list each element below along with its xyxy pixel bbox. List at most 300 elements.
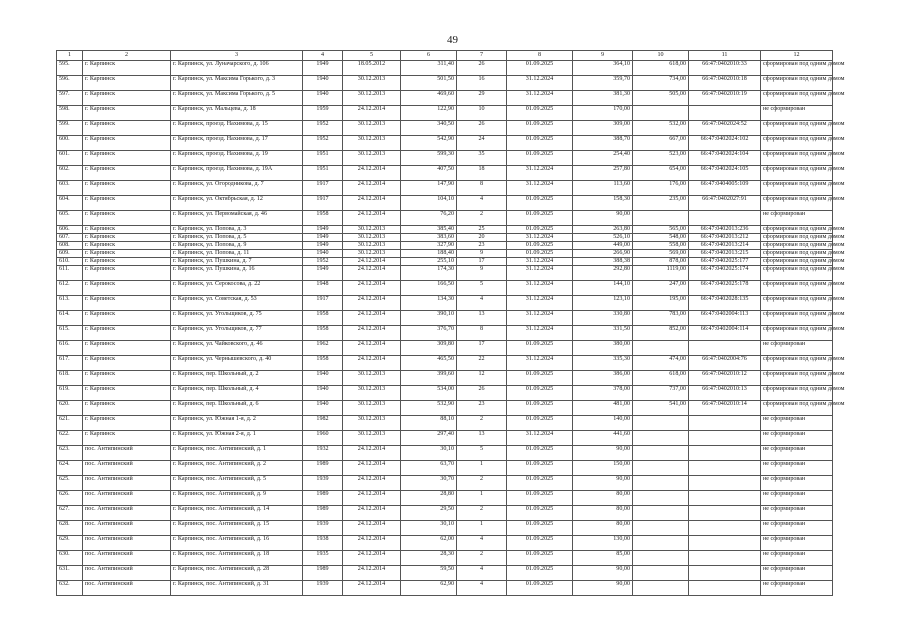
cell-cadastral-number — [689, 341, 761, 356]
cell-land-status: не сформирован — [761, 106, 833, 121]
cell-land-status: сформирован под одним домом — [761, 151, 833, 166]
cell-settlement: г. Карпинск — [83, 151, 171, 166]
table-row — [57, 281, 833, 296]
cell-area: 30,10 — [401, 521, 457, 536]
cell-land-area — [633, 566, 689, 581]
cell-address: г. Карпинск, ул. Максима Горького, д. 3 — [171, 76, 303, 91]
table-row — [57, 491, 833, 506]
cell-land-status: не сформирован — [761, 461, 833, 476]
cell-settlement: г. Карпинск — [83, 61, 171, 76]
cell-cost: 449,00 — [573, 242, 633, 250]
cell-row-number: 628. — [57, 521, 83, 536]
cell-residents: 2 — [457, 476, 507, 491]
cell-residents: 2 — [457, 506, 507, 521]
column-header-12: 12 — [761, 51, 833, 61]
cell-cost: 330,80 — [573, 311, 633, 326]
table-row — [57, 196, 833, 211]
cell-cadastral-number: 66:47:0402013:212 — [689, 234, 761, 242]
cell-address: г. Карпинск, ул. Луначарского, д. 106 — [171, 61, 303, 76]
cell-address: г. Карпинск, пос. Антипинский, д. 18 — [171, 551, 303, 566]
table-body — [57, 61, 845, 596]
cell-settlement: г. Карпинск — [83, 226, 171, 234]
cell-row-number: 610. — [57, 258, 83, 266]
cell-residents: 25 — [457, 226, 507, 234]
table-row — [57, 551, 833, 566]
cell-land-area — [633, 506, 689, 521]
cell-date: 24.12.2014 — [343, 476, 401, 491]
cell-deadline: 01.09.2025 — [507, 151, 573, 166]
table-row — [57, 311, 833, 326]
cell-residents: 22 — [457, 356, 507, 371]
cell-date: 24.12.2014 — [343, 211, 401, 226]
cell-year-built: 1989 — [303, 506, 343, 521]
cell-land-status: не сформирован — [761, 551, 833, 566]
cell-cadastral-number: 66:47:0402010:14 — [689, 401, 761, 416]
cell-row-number: 605. — [57, 211, 83, 226]
cell-row-number: 629. — [57, 536, 83, 551]
cell-settlement: г. Карпинск — [83, 91, 171, 106]
cell-cadastral-number — [689, 506, 761, 521]
cell-date: 24.12.2014 — [343, 536, 401, 551]
cell-land-area: 618,00 — [633, 61, 689, 76]
cell-date: 30.12.2013 — [343, 431, 401, 446]
cell-row-number: 617. — [57, 356, 83, 371]
cell-cadastral-number — [689, 461, 761, 476]
cell-cost: 386,00 — [573, 371, 633, 386]
cell-year-built: 1940 — [303, 76, 343, 91]
cell-year-built: 1932 — [303, 446, 343, 461]
cell-land-status: не сформирован — [761, 416, 833, 431]
cell-residents: 9 — [457, 250, 507, 258]
cell-deadline: 01.09.2025 — [507, 211, 573, 226]
cell-deadline: 01.09.2025 — [507, 476, 573, 491]
cell-land-area — [633, 106, 689, 121]
table-row — [57, 181, 833, 196]
cell-year-built: 1952 — [303, 121, 343, 136]
column-header-8: 8 — [507, 51, 573, 61]
cell-year-built: 1917 — [303, 196, 343, 211]
cell-date: 30.12.2013 — [343, 386, 401, 401]
table-header — [57, 51, 833, 61]
cell-address: г. Карпинск, ул. Попова, д. 5 — [171, 234, 303, 242]
cell-residents: 9 — [457, 266, 507, 281]
cell-date: 24.12.2014 — [343, 106, 401, 121]
cell-deadline: 01.09.2025 — [507, 341, 573, 356]
cell-cadastral-number — [689, 521, 761, 536]
cell-year-built: 1951 — [303, 166, 343, 181]
cell-deadline: 01.09.2025 — [507, 136, 573, 151]
cell-land-area — [633, 476, 689, 491]
cell-residents: 23 — [457, 401, 507, 416]
cell-land-area: 654,00 — [633, 166, 689, 181]
cell-year-built: 1948 — [303, 281, 343, 296]
cell-row-number: 630. — [57, 551, 83, 566]
cell-settlement: г. Карпинск — [83, 371, 171, 386]
cell-land-status: сформирован под одним домом — [761, 242, 833, 250]
column-header-7: 7 — [457, 51, 507, 61]
cell-area: 29,50 — [401, 506, 457, 521]
cell-settlement: пос. Антипинский — [83, 506, 171, 521]
cell-cadastral-number: 66:47:0402028:135 — [689, 296, 761, 311]
cell-address: г. Карпинск, ул. Попова, д. 9 — [171, 242, 303, 250]
cell-date: 30.12.2013 — [343, 226, 401, 234]
cell-area: 297,40 — [401, 431, 457, 446]
cell-row-number: 623. — [57, 446, 83, 461]
cell-land-status: не сформирован — [761, 431, 833, 446]
cell-date: 24.12.2014 — [343, 281, 401, 296]
cell-date: 24.12.2014 — [343, 461, 401, 476]
cell-land-area: 541,00 — [633, 401, 689, 416]
table-row — [57, 356, 833, 371]
cell-year-built: 1940 — [303, 386, 343, 401]
cell-land-area — [633, 431, 689, 446]
cell-date: 24.12.2014 — [343, 446, 401, 461]
cell-deadline: 31.12.2024 — [507, 166, 573, 181]
cell-land-area — [633, 446, 689, 461]
cell-land-area — [633, 581, 689, 596]
cell-land-status: сформирован под одним домом — [761, 356, 833, 371]
cell-address: г. Карпинск, пер. Школьный, д. 4 — [171, 386, 303, 401]
cell-land-area: 737,00 — [633, 386, 689, 401]
cell-cost: 481,00 — [573, 401, 633, 416]
cell-area: 63,70 — [401, 461, 457, 476]
cell-deadline: 01.09.2025 — [507, 581, 573, 596]
cell-year-built: 1940 — [303, 91, 343, 106]
cell-land-area: 734,00 — [633, 76, 689, 91]
cell-land-area: 852,00 — [633, 326, 689, 341]
cell-date: 24.12.2014 — [343, 506, 401, 521]
cell-cadastral-number — [689, 446, 761, 461]
cell-area: 390,10 — [401, 311, 457, 326]
cell-land-status: не сформирован — [761, 536, 833, 551]
cell-area: 311,40 — [401, 61, 457, 76]
cell-date: 24.12.2014 — [343, 266, 401, 281]
cell-date: 30.12.2013 — [343, 234, 401, 242]
cell-residents: 4 — [457, 566, 507, 581]
cell-cost: 150,00 — [573, 461, 633, 476]
cell-cost: 80,00 — [573, 521, 633, 536]
column-header-4: 4 — [303, 51, 343, 61]
cell-year-built: 1917 — [303, 296, 343, 311]
cell-cadastral-number: 66:47:0402025:178 — [689, 281, 761, 296]
cell-area: 407,50 — [401, 166, 457, 181]
cell-cost: 90,00 — [573, 566, 633, 581]
cell-row-number: 604. — [57, 196, 83, 211]
cell-cost: 123,10 — [573, 296, 633, 311]
cell-residents: 24 — [457, 136, 507, 151]
cell-area: 385,40 — [401, 226, 457, 234]
cell-area: 122,90 — [401, 106, 457, 121]
cell-residents: 26 — [457, 121, 507, 136]
cell-date: 24.12.2014 — [343, 356, 401, 371]
cell-land-area: 565,00 — [633, 226, 689, 234]
cell-deadline: 01.09.2025 — [507, 566, 573, 581]
cell-address: г. Карпинск, проезд. Нахимова, д. 15 — [171, 121, 303, 136]
cell-cost: 80,00 — [573, 506, 633, 521]
cell-land-area: 176,00 — [633, 181, 689, 196]
cell-land-area: 548,00 — [633, 234, 689, 242]
table-row — [57, 250, 833, 258]
cell-deadline: 01.09.2025 — [507, 226, 573, 234]
cell-cost: 380,00 — [573, 341, 633, 356]
cell-residents: 13 — [457, 311, 507, 326]
cell-row-number: 621. — [57, 416, 83, 431]
cell-address: г. Карпинск, ул. Южная 2-я, д. 1 — [171, 431, 303, 446]
cell-deadline: 01.09.2025 — [507, 242, 573, 250]
cell-year-built: 1935 — [303, 551, 343, 566]
cell-row-number: 620. — [57, 401, 83, 416]
cell-address: г. Карпинск, проезд. Нахимова, д. 19 — [171, 151, 303, 166]
cell-cost: 388,70 — [573, 136, 633, 151]
cell-cadastral-number: 66:47:0402025:177 — [689, 258, 761, 266]
cell-area: 166,50 — [401, 281, 457, 296]
cell-settlement: пос. Антипинский — [83, 566, 171, 581]
table-row — [57, 234, 833, 242]
cell-land-area: 618,00 — [633, 371, 689, 386]
cell-deadline: 01.09.2025 — [507, 386, 573, 401]
cell-area: 134,30 — [401, 296, 457, 311]
cell-cadastral-number: 66:47:0402024:104 — [689, 151, 761, 166]
cell-year-built: 1989 — [303, 491, 343, 506]
cell-cadastral-number — [689, 566, 761, 581]
cell-cost: 90,00 — [573, 476, 633, 491]
cell-settlement: г. Карпинск — [83, 106, 171, 121]
cell-row-number: 625. — [57, 476, 83, 491]
cell-cost: 381,30 — [573, 91, 633, 106]
cell-row-number: 607. — [57, 234, 83, 242]
table-row — [57, 461, 833, 476]
cell-land-area: 569,00 — [633, 250, 689, 258]
table-row — [57, 242, 833, 250]
cell-settlement: г. Карпинск — [83, 242, 171, 250]
cell-year-built: 1951 — [303, 151, 343, 166]
cell-address: г. Карпинск, ул. Угольщиков, д. 75 — [171, 311, 303, 326]
cell-cost: 359,70 — [573, 76, 633, 91]
cell-address: г. Карпинск, ул. Чернышевского, д. 40 — [171, 356, 303, 371]
cell-address: г. Карпинск, пос. Антипинский, д. 2 — [171, 461, 303, 476]
cell-cadastral-number: 66:47:0402010:12 — [689, 371, 761, 386]
cell-address: г. Карпинск, пос. Антипинский, д. 9 — [171, 491, 303, 506]
cell-year-built: 1952 — [303, 258, 343, 266]
cell-cost: 170,00 — [573, 106, 633, 121]
table-row — [57, 258, 833, 266]
cell-address: г. Карпинск, ул. Советская, д. 53 — [171, 296, 303, 311]
cell-deadline: 31.12.2024 — [507, 311, 573, 326]
cell-cost: 364,10 — [573, 61, 633, 76]
table-row — [57, 151, 833, 166]
cell-year-built: 1949 — [303, 226, 343, 234]
cell-deadline: 01.09.2025 — [507, 491, 573, 506]
cell-land-status: не сформирован — [761, 566, 833, 581]
cell-settlement: г. Карпинск — [83, 250, 171, 258]
cell-date: 24.12.2014 — [343, 166, 401, 181]
cell-cadastral-number: 66:47:0404005:109 — [689, 181, 761, 196]
column-header-1: 1 — [57, 51, 83, 61]
cell-land-area: 532,00 — [633, 121, 689, 136]
cell-settlement: г. Карпинск — [83, 326, 171, 341]
cell-settlement: пос. Антипинский — [83, 536, 171, 551]
cell-cadastral-number — [689, 416, 761, 431]
cell-cadastral-number: 66:47:0402027:91 — [689, 196, 761, 211]
cell-deadline: 31.12.2024 — [507, 91, 573, 106]
cell-land-area: 667,00 — [633, 136, 689, 151]
cell-address: г. Карпинск, ул. Угольщиков, д. 77 — [171, 326, 303, 341]
cell-cost: 266,90 — [573, 250, 633, 258]
cell-deadline: 31.12.2024 — [507, 234, 573, 242]
cell-cost: 254,40 — [573, 151, 633, 166]
cell-land-status: сформирован под одним домом — [761, 371, 833, 386]
cell-year-built: 1949 — [303, 242, 343, 250]
cell-date: 30.12.2013 — [343, 91, 401, 106]
cell-settlement: г. Карпинск — [83, 76, 171, 91]
cell-address: г. Карпинск, пос. Антипинский, д. 31 — [171, 581, 303, 596]
cell-land-area: 558,00 — [633, 242, 689, 250]
cell-year-built: 1940 — [303, 401, 343, 416]
cell-cadastral-number: 66:47:0402004:114 — [689, 326, 761, 341]
cell-cost: 526,10 — [573, 234, 633, 242]
cell-area: 399,60 — [401, 371, 457, 386]
cell-settlement: г. Карпинск — [83, 166, 171, 181]
cell-row-number: 616. — [57, 341, 83, 356]
cell-residents: 2 — [457, 211, 507, 226]
cell-area: 501,50 — [401, 76, 457, 91]
cell-date: 24.12.2014 — [343, 296, 401, 311]
cell-year-built: 1939 — [303, 581, 343, 596]
cell-land-status: не сформирован — [761, 341, 833, 356]
cell-row-number: 622. — [57, 431, 83, 446]
cell-row-number: 595. — [57, 61, 83, 76]
cell-settlement: г. Карпинск — [83, 356, 171, 371]
cell-residents: 35 — [457, 151, 507, 166]
cell-settlement: г. Карпинск — [83, 136, 171, 151]
cell-deadline: 31.12.2024 — [507, 326, 573, 341]
cell-deadline: 01.09.2025 — [507, 401, 573, 416]
cell-area: 188,40 — [401, 250, 457, 258]
cell-cost: 331,50 — [573, 326, 633, 341]
cell-residents: 1 — [457, 491, 507, 506]
cell-address: г. Карпинск, пос. Антипинский, д. 5 — [171, 476, 303, 491]
cell-residents: 17 — [457, 258, 507, 266]
table-row — [57, 506, 833, 521]
cell-date: 24.12.2014 — [343, 196, 401, 211]
cell-cost: 140,00 — [573, 416, 633, 431]
cell-date: 24.12.2014 — [343, 491, 401, 506]
cell-land-area: 247,00 — [633, 281, 689, 296]
cell-land-status: сформирован под одним домом — [761, 281, 833, 296]
cell-land-area: 1119,00 — [633, 266, 689, 281]
cell-row-number: 612. — [57, 281, 83, 296]
cell-row-number: 608. — [57, 242, 83, 250]
cell-date: 30.12.2013 — [343, 371, 401, 386]
cell-address: г. Карпинск, пос. Антипинский, д. 14 — [171, 506, 303, 521]
cell-date: 24.12.2014 — [343, 566, 401, 581]
cell-deadline: 01.09.2025 — [507, 196, 573, 211]
cell-area: 327,90 — [401, 242, 457, 250]
cell-year-built: 1940 — [303, 371, 343, 386]
column-header-10: 10 — [633, 51, 689, 61]
cell-cadastral-number — [689, 106, 761, 121]
cell-year-built: 1989 — [303, 566, 343, 581]
cell-deadline: 31.12.2024 — [507, 356, 573, 371]
cell-cost: 130,00 — [573, 536, 633, 551]
cell-land-status: не сформирован — [761, 521, 833, 536]
cell-date: 24.12.2014 — [343, 258, 401, 266]
cell-year-built: 1989 — [303, 461, 343, 476]
cell-residents: 20 — [457, 234, 507, 242]
cell-deadline: 01.09.2025 — [507, 461, 573, 476]
cell-row-number: 597. — [57, 91, 83, 106]
table-row — [57, 91, 833, 106]
cell-area: 59,50 — [401, 566, 457, 581]
cell-cost: 144,10 — [573, 281, 633, 296]
cell-land-status: сформирован под одним домом — [761, 234, 833, 242]
cell-cadastral-number — [689, 491, 761, 506]
cell-area: 599,30 — [401, 151, 457, 166]
cell-land-status: сформирован под одним домом — [761, 91, 833, 106]
cell-cost: 90,00 — [573, 581, 633, 596]
cell-cost: 292,80 — [573, 266, 633, 281]
cell-deadline: 31.12.2024 — [507, 266, 573, 281]
cell-settlement: пос. Антипинский — [83, 491, 171, 506]
cell-area: 174,30 — [401, 266, 457, 281]
cell-deadline: 01.09.2025 — [507, 521, 573, 536]
cell-residents: 17 — [457, 341, 507, 356]
cell-residents: 12 — [457, 371, 507, 386]
table-row — [57, 296, 833, 311]
cell-residents: 4 — [457, 536, 507, 551]
cell-date: 24.12.2014 — [343, 551, 401, 566]
table-row — [57, 136, 833, 151]
cell-settlement: пос. Антипинский — [83, 461, 171, 476]
cell-address: г. Карпинск, проезд. Нахимова, д. 17 — [171, 136, 303, 151]
cell-land-status: сформирован под одним домом — [761, 121, 833, 136]
cell-residents: 29 — [457, 91, 507, 106]
cell-row-number: 627. — [57, 506, 83, 521]
cell-cadastral-number — [689, 476, 761, 491]
cell-cadastral-number: 66:47:0402010:13 — [689, 386, 761, 401]
cell-land-status: сформирован под одним домом — [761, 61, 833, 76]
cell-settlement: пос. Антипинский — [83, 476, 171, 491]
cell-cost: 90,00 — [573, 446, 633, 461]
cell-cadastral-number: 66:47:0402004:76 — [689, 356, 761, 371]
cell-residents: 1 — [457, 461, 507, 476]
housing-register-table — [56, 50, 845, 596]
cell-residents: 26 — [457, 61, 507, 76]
cell-settlement: г. Карпинск — [83, 258, 171, 266]
cell-date: 24.12.2014 — [343, 581, 401, 596]
cell-residents: 2 — [457, 551, 507, 566]
cell-land-area: 878,00 — [633, 258, 689, 266]
cell-cadastral-number: 66:47:0402010:33 — [689, 61, 761, 76]
cell-row-number: 631. — [57, 566, 83, 581]
cell-residents: 4 — [457, 581, 507, 596]
cell-deadline: 31.12.2024 — [507, 281, 573, 296]
table-row — [57, 431, 833, 446]
cell-cadastral-number — [689, 581, 761, 596]
cell-land-status: сформирован под одним домом — [761, 76, 833, 91]
table-row — [57, 166, 833, 181]
cell-year-built: 1949 — [303, 61, 343, 76]
cell-row-number: 601. — [57, 151, 83, 166]
cell-address: г. Карпинск, пос. Антипинский, д. 28 — [171, 566, 303, 581]
cell-land-status: сформирован под одним домом — [761, 386, 833, 401]
cell-cost: 263,80 — [573, 226, 633, 234]
cell-cost: 335,30 — [573, 356, 633, 371]
cell-cadastral-number: 66:47:0402004:113 — [689, 311, 761, 326]
table-row — [57, 521, 833, 536]
cell-land-status: сформирован под одним домом — [761, 196, 833, 211]
cell-cadastral-number: 66:47:0402013:215 — [689, 250, 761, 258]
